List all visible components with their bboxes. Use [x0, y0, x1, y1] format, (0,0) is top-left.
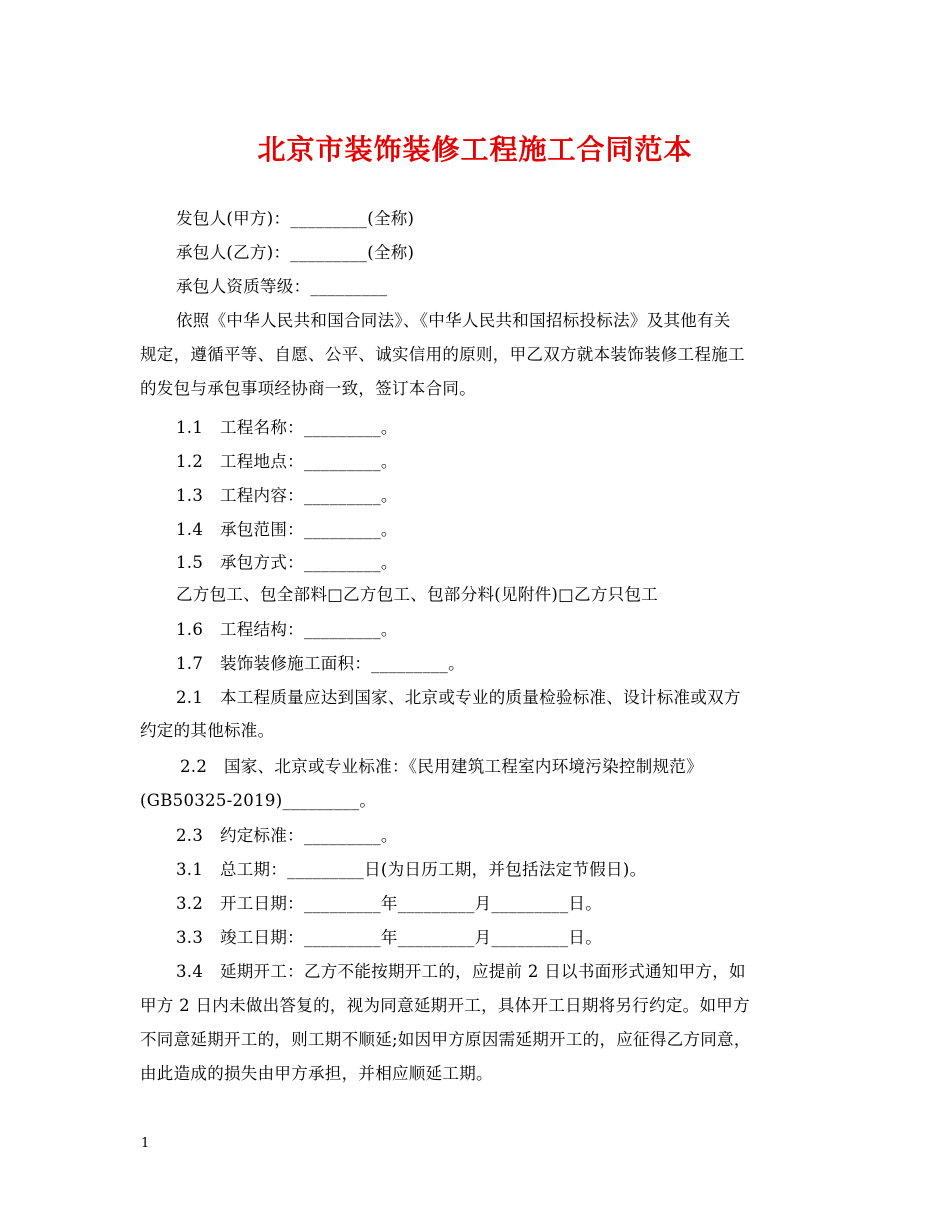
clause-line: 1.6 工程结构：_________。	[176, 620, 398, 639]
clause-line: 3.3 竣工日期：_________年_________月_________日。	[176, 928, 602, 947]
clause-line: 1.5 承包方式：_________。	[176, 553, 398, 572]
qualification-line: 承包人资质等级：_________	[176, 277, 388, 296]
clause-line: 约定的其他标准。	[140, 721, 275, 740]
clause-line: 1.4 承包范围：_________。	[176, 520, 398, 539]
clause-line: 2.3 约定标准：_________。	[176, 826, 398, 845]
clause-line: 3.2 开工日期：_________年_________月_________日。	[176, 894, 602, 913]
contract-mode-options: 乙方包工、包全部料□乙方包工、包部分料(见附件)□乙方只包工	[176, 585, 659, 604]
clause-line: 3.4 延期开工：乙方不能按期开工的，应提前 2 日以书面形式通知甲方，如	[176, 962, 746, 981]
clause-line: 甲方 2 日内未做出答复的，视为同意延期开工，具体开工日期将另行约定。如甲方	[140, 996, 750, 1015]
clause-line: (GB50325-2019)_________。	[140, 791, 377, 810]
clause-line: 2.2 国家、北京或专业标准：《民用建筑工程室内环境污染控制规范》	[180, 757, 703, 776]
document-title: 北京市装饰装修工程施工合同范本	[257, 133, 693, 166]
paragraph-line: 的发包与承包事项经协商一致，签订本合同。	[140, 379, 476, 398]
paragraph-line: 依照《中华人民共和国合同法》、《中华人民共和国招标投标法》及其他有关	[176, 311, 731, 330]
paragraph-line: 规定，遵循平等、自愿、公平、诚实信用的原则，甲乙双方就本装饰装修工程施工	[140, 345, 745, 364]
employer-line: 发包人(甲方)：_________(全称)	[176, 209, 415, 228]
clause-line: 2.1 本工程质量应达到国家、北京或专业的质量检验标准、设计标准或双方	[176, 688, 741, 707]
page-number: 1	[141, 1136, 150, 1151]
clause-line: 1.2 工程地点：_________。	[176, 452, 398, 471]
clause-line: 1.7 装饰装修施工面积：_________。	[176, 654, 465, 673]
clause-line: 1.3 工程内容：_________。	[176, 486, 398, 505]
clause-line: 1.1 工程名称：_________。	[176, 418, 398, 437]
clause-line: 3.1 总工期：_________日(为日历工期，并包括法定节假日)。	[176, 860, 647, 879]
clause-line: 由此造成的损失由甲方承担，并相应顺延工期。	[140, 1064, 493, 1083]
clause-line: 不同意延期开工的，则工期不顺延;如因甲方原因需延期开工的，应征得乙方同意，	[140, 1030, 751, 1049]
contractor-line: 承包人(乙方)：_________(全称)	[176, 243, 415, 262]
